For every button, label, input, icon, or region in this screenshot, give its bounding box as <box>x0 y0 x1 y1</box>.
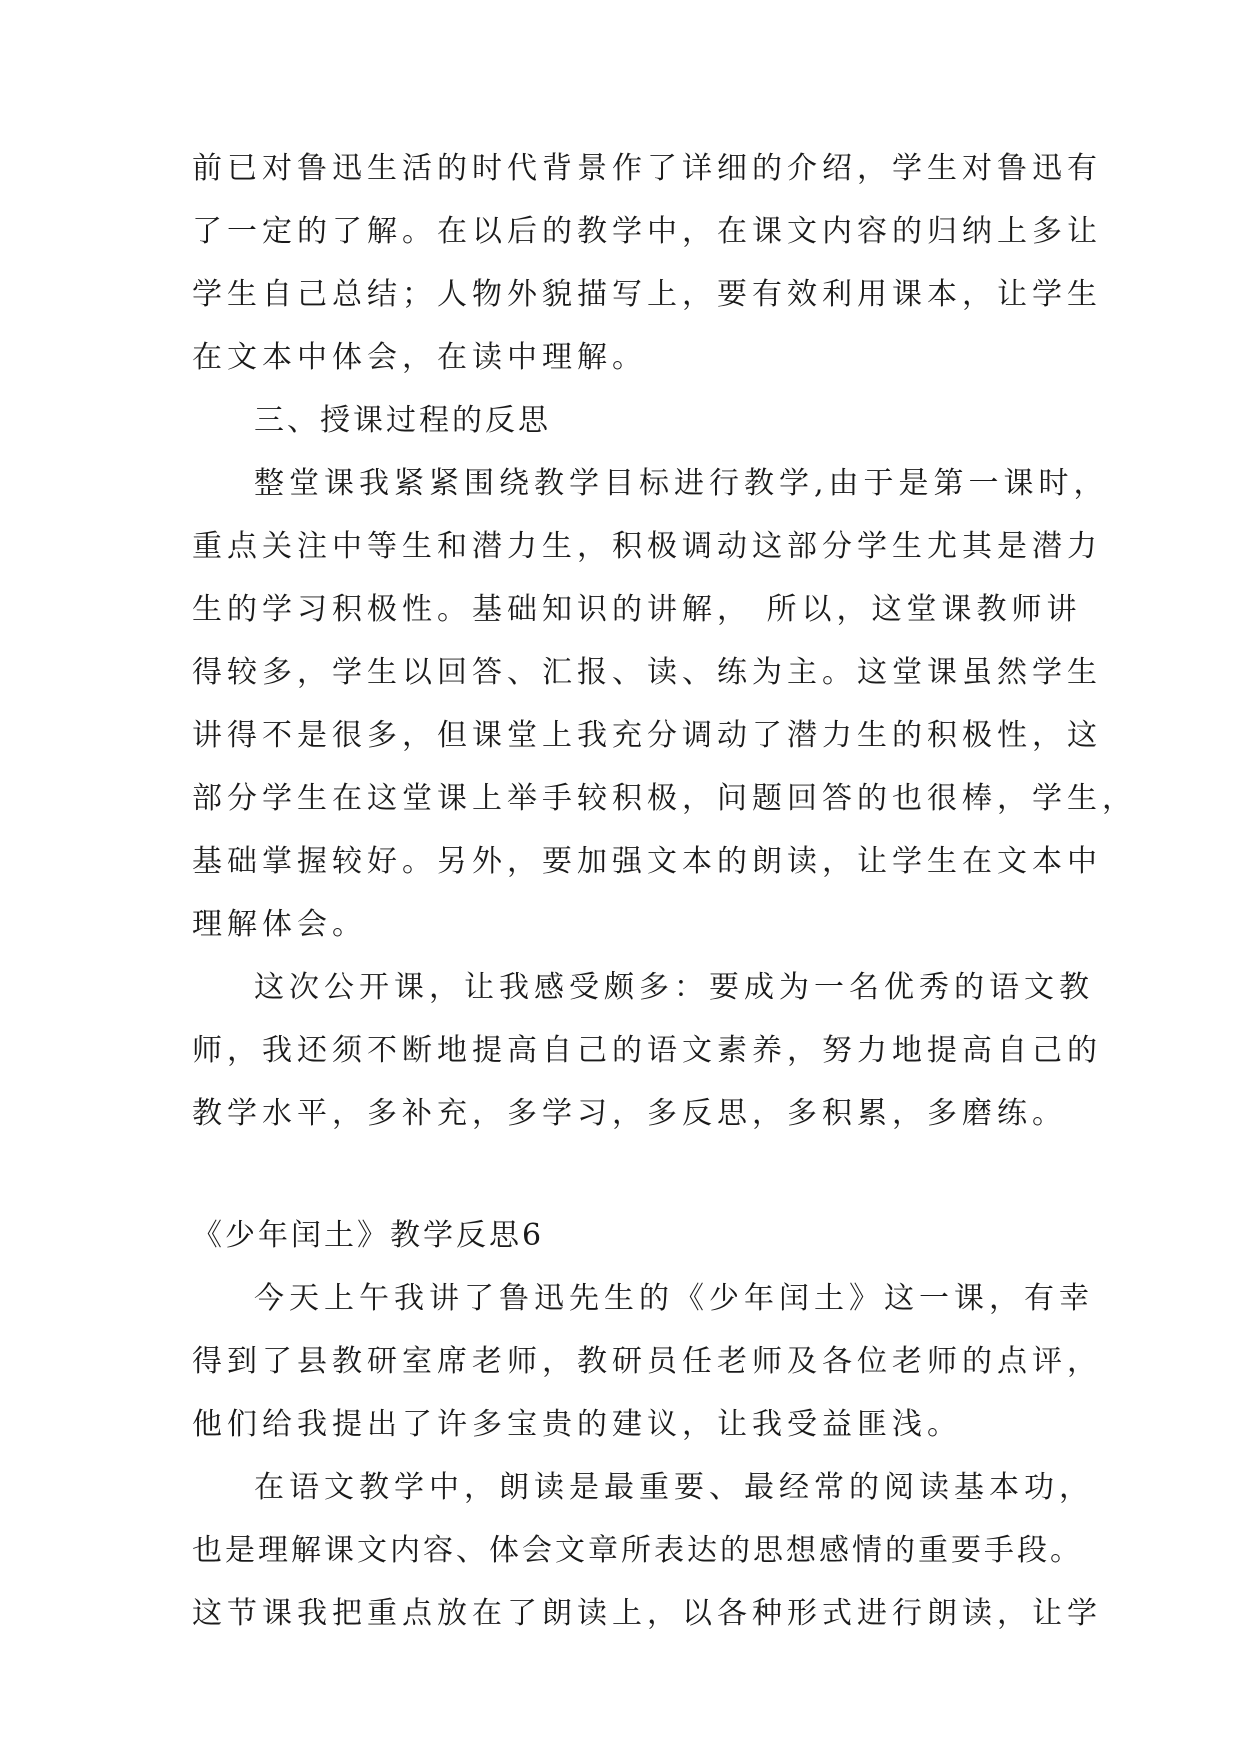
paragraph-line: 整堂课我紧紧围绕教学目标进行教学,由于是第一课时， <box>254 466 1109 501</box>
paragraph-line: 学生自己总结；人物外貌描写上，要有效利用课本，让学生 <box>192 277 1102 312</box>
paragraph-line: 师，我还须不断地提高自己的语文素养，努力地提高自己的 <box>192 1033 1102 1068</box>
paragraph-line: 了一定的了解。在以后的教学中，在课文内容的归纳上多让 <box>192 214 1102 249</box>
paragraph-line: 这次公开课，让我感受颇多：要成为一名优秀的语文教 <box>254 970 1094 1005</box>
paragraph-line: 得到了县教研室席老师，教研员任老师及各位老师的点评， <box>192 1344 1102 1379</box>
paragraph-line: 得较多，学生以回答、汇报、读、练为主。这堂课虽然学生 <box>192 655 1102 690</box>
paragraph-line: 这节课我把重点放在了朗读上，以各种形式进行朗读，让学 <box>192 1596 1102 1631</box>
paragraph-line: 教学水平，多补充，多学习，多反思，多积累，多磨练。 <box>192 1096 1067 1131</box>
paragraph-line: 理解体会。 <box>192 907 367 942</box>
paragraph-line: 重点关注中等生和潜力生，积极调动这部分学生尤其是潜力 <box>192 529 1102 564</box>
paragraph-line: 部分学生在这堂课上举手较积极，问题回答的也很棒，学生， <box>192 781 1137 816</box>
paragraph-line: 他们给我提出了许多宝贵的建议，让我受益匪浅。 <box>192 1407 962 1442</box>
paragraph-line: 也是理解课文内容、体会文章所表达的思想感情的重要手段。 <box>192 1533 1083 1568</box>
paragraph-line: 基础掌握较好。另外，要加强文本的朗读，让学生在文本中 <box>192 844 1102 879</box>
paragraph-line: 讲得不是很多，但课堂上我充分调动了潜力生的积极性，这 <box>192 718 1102 753</box>
section-heading: 三、授课过程的反思 <box>254 403 551 438</box>
paragraph-line: 前已对鲁迅生活的时代背景作了详细的介绍，学生对鲁迅有 <box>192 151 1102 186</box>
paragraph-line: 今天上午我讲了鲁迅先生的《少年闰土》这一课，有幸 <box>254 1281 1094 1316</box>
paragraph-line: 在文本中体会，在读中理解。 <box>192 340 647 375</box>
paragraph-line: 生的学习积极性。基础知识的讲解， 所以，这堂课教师讲 <box>192 592 1082 627</box>
paragraph-line: 在语文教学中，朗读是最重要、最经常的阅读基本功， <box>254 1470 1094 1505</box>
article-title: 《少年闰土》教学反思6 <box>192 1218 545 1253</box>
